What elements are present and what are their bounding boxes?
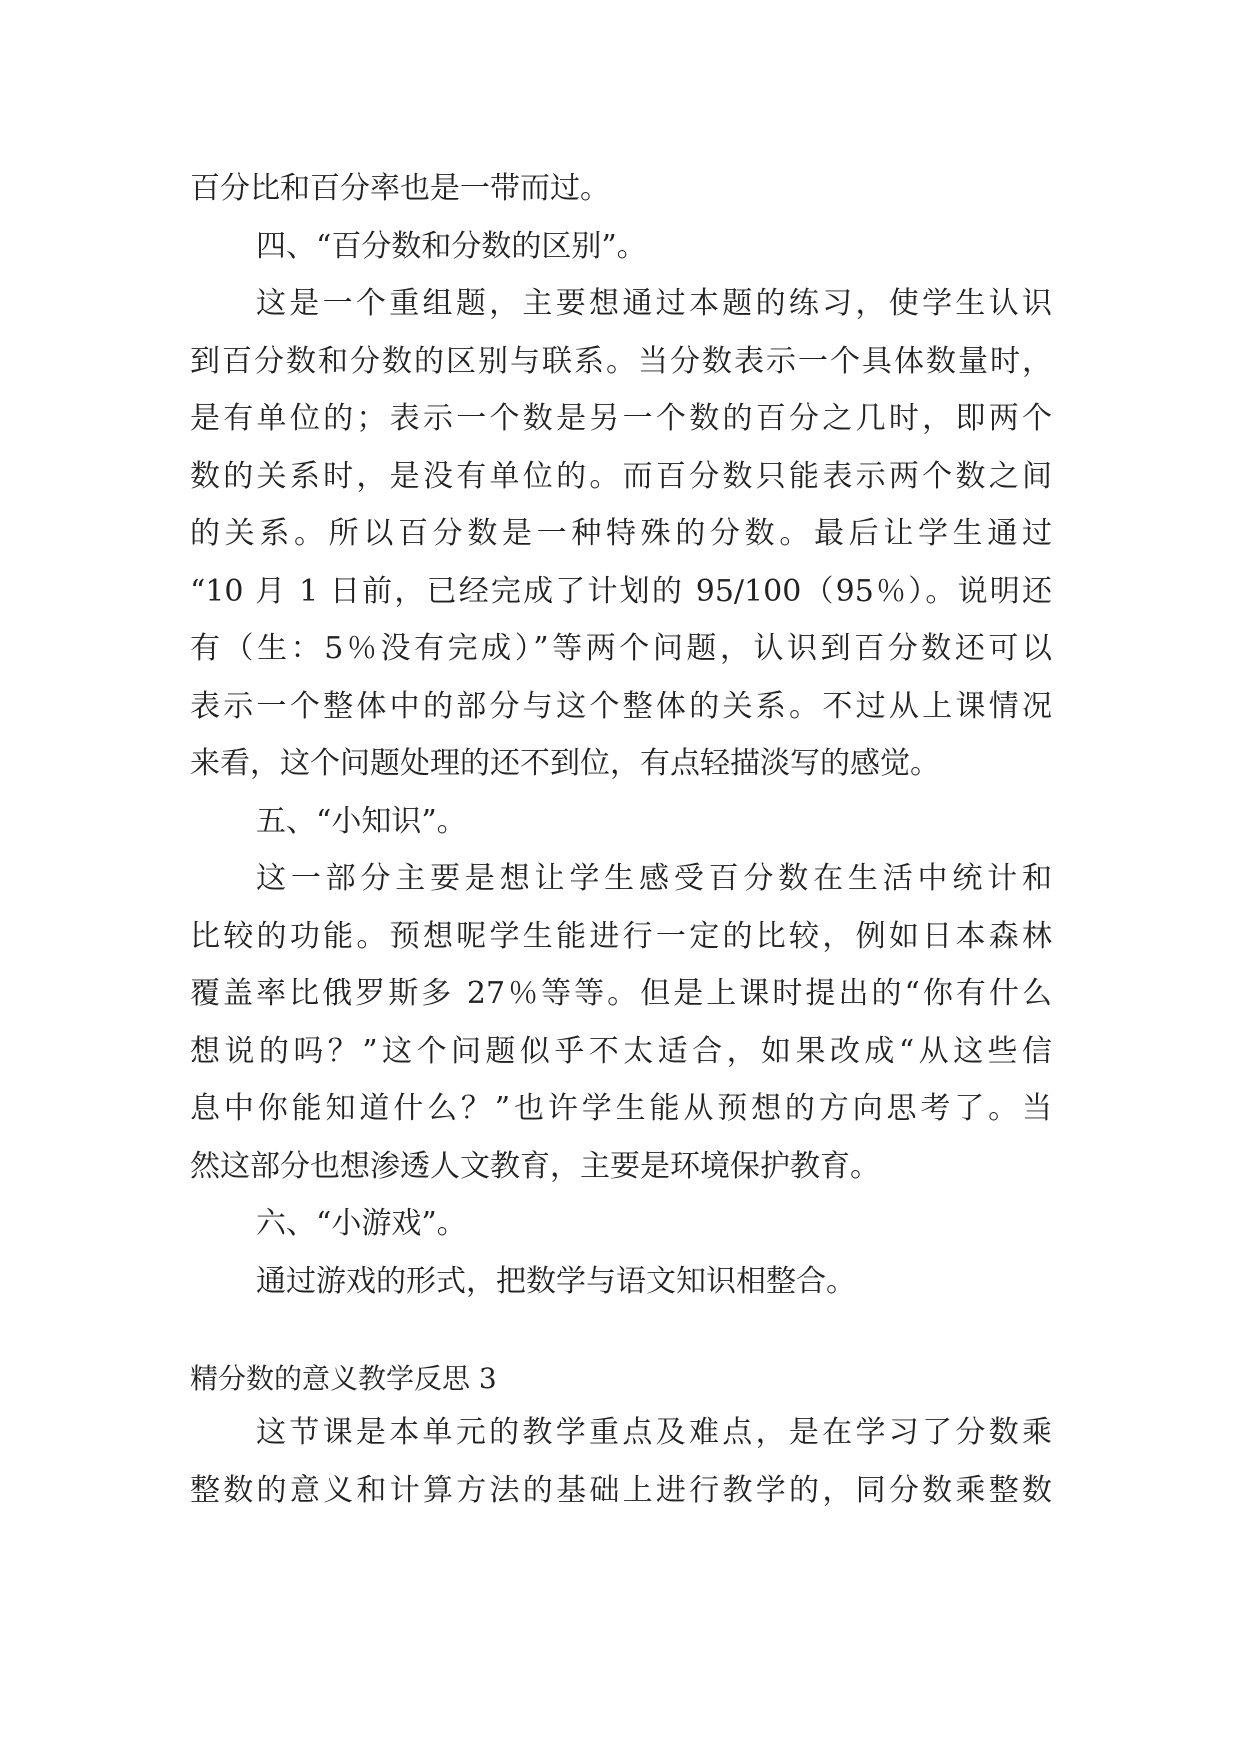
paragraph-line: 百分比和百分率也是一带而过。 [190, 171, 610, 206]
article-title: 精分数的意义教学反思 3 [190, 1362, 497, 1395]
paragraph-line: 数的关系时，是没有单位的。而百分数只能表示两个数之间 [190, 458, 1052, 494]
paragraph-line: 是有单位的；表示一个数是另一个数的百分之几时，即两个 [190, 401, 1052, 436]
paragraph-line: 覆盖率比俄罗斯多 27％等等。但是上课时提出的“你有什么 [190, 976, 1052, 1011]
paragraph-line: 通过游戏的形式，把数学与语文知识相整合。 [256, 1263, 856, 1299]
paragraph-line: 比较的功能。预想呢学生能进行一定的比较，例如日本森林 [190, 918, 1052, 954]
paragraph-line: 这是一个重组题，主要想通过本题的练习，使学生认识 [256, 286, 1052, 321]
paragraph-line: “10 月 1 日前，已经完成了计划的 95/100（95％）。说明还 [190, 573, 1052, 609]
paragraph-line: 来看，这个问题处理的还不到位，有点轻描淡写的感觉。 [190, 746, 940, 781]
paragraph-line: 想说的吗？”这个问题似乎不太适合，如果改成“从这些信 [190, 1033, 1052, 1069]
section-heading-4: 四、“百分数和分数的区别”。 [256, 228, 647, 264]
paragraph-line: 整数的意义和计算方法的基础上进行教学的，同分数乘整数 [190, 1472, 1052, 1508]
paragraph-line: 这一部分主要是想让学生感受百分数在生活中统计和 [256, 861, 1052, 896]
paragraph-line: 到百分数和分数的区别与联系。当分数表示一个具体数量时， [190, 343, 1052, 379]
document-body [190, 160, 1052, 1519]
section-gap [190, 1310, 1052, 1354]
paragraph-line: 的关系。所以百分数是一种特殊的分数。最后让学生通过 [190, 516, 1052, 551]
section-heading-6: 六、“小游戏”。 [256, 1206, 467, 1241]
paragraph-line: 然这部分也想渗透人文教育，主要是环境保护教育。 [190, 1148, 880, 1184]
section-heading-5: 五、“小知识”。 [256, 803, 467, 839]
paragraph-line: 有（生：5％没有完成）”等两个问题，认识到百分数还可以 [190, 631, 1052, 666]
paragraph-line: 表示一个整体中的部分与这个整体的关系。不过从上课情况 [190, 688, 1052, 724]
paragraph-line: 息中你能知道什么？”也许学生能从预想的方向思考了。当 [190, 1091, 1052, 1126]
paragraph-line: 这节课是本单元的教学重点及难点，是在学习了分数乘 [256, 1415, 1052, 1450]
